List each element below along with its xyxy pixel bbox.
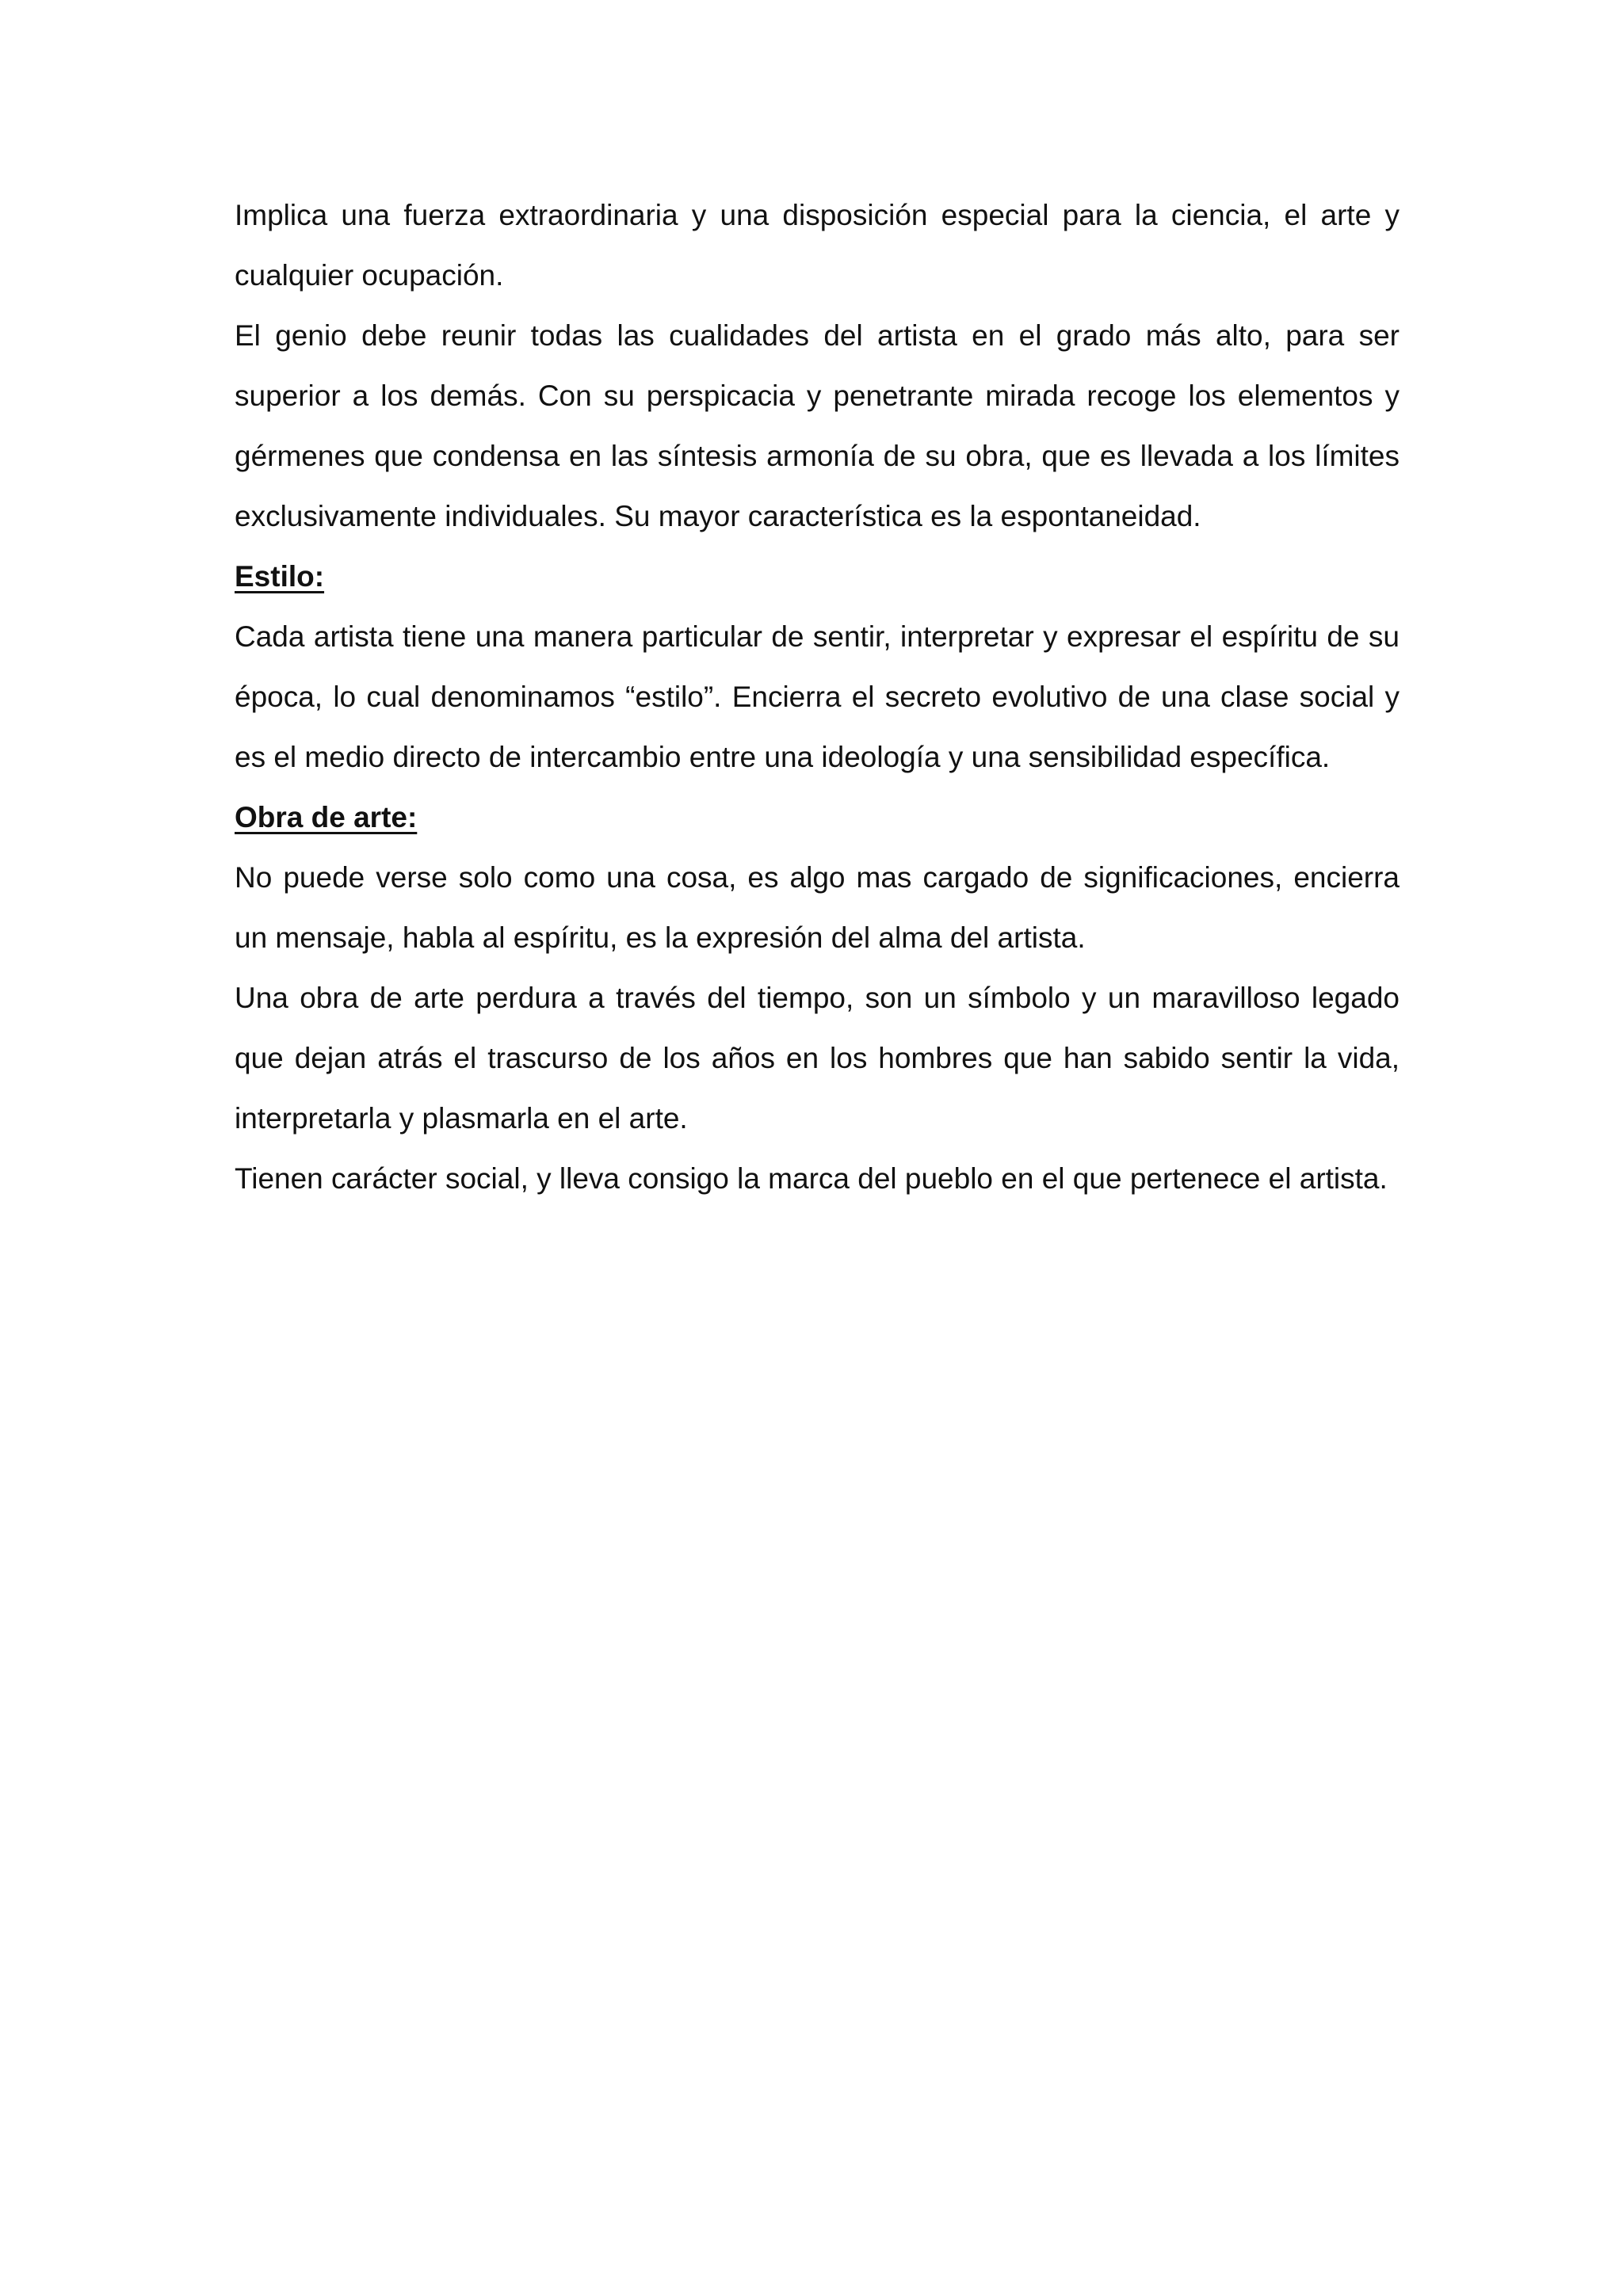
document-body [235, 185, 1400, 1209]
paragraph-obra-legacy: Una obra de arte perdura a través del tiempo, son un símbolo y un maravilloso legado que dejan atrás el trascurso de los años en los hombres que han sabido sentir la vida, interpretarla y plasmarla en el arte. [235, 982, 1400, 1135]
heading-obra-de-arte: Obra de arte: [235, 801, 418, 833]
heading-estilo: Estilo: [235, 560, 325, 593]
paragraph-genius-qualities: El genio debe reunir todas las cualidades del artista en el grado más alto, para ser superior a los demás. Con su perspicacia y penetrante mirada recoge los elementos y gérmenes que condensa en las síntesis armonía de su obra, que es llevada a los límites exclusivamente individuales. Su mayor característica es la espontaneidad. [235, 319, 1400, 532]
paragraph-estilo: Cada artista tiene una manera particular de sentir, interpretar y expresar el espíritu de su época, lo cual denominamos “estilo”. Encierra el secreto evolutivo de una clase social y es el medio directo de intercambio entre una ideología y una sensibilidad específica. [235, 620, 1400, 773]
paragraph-obra-definition: No puede verse solo como una cosa, es algo mas cargado de significaciones, encierra un mensaje, habla al espíritu, es la expresión del alma del artista. [235, 861, 1400, 954]
paragraph-obra-social: Tienen carácter social, y lleva consigo la marca del pueblo en el que pertenece el artista. [235, 1162, 1388, 1195]
paragraph-genius-intro: Implica una fuerza extraordinaria y una disposición especial para la ciencia, el arte y cualquier ocupación. [235, 199, 1400, 292]
